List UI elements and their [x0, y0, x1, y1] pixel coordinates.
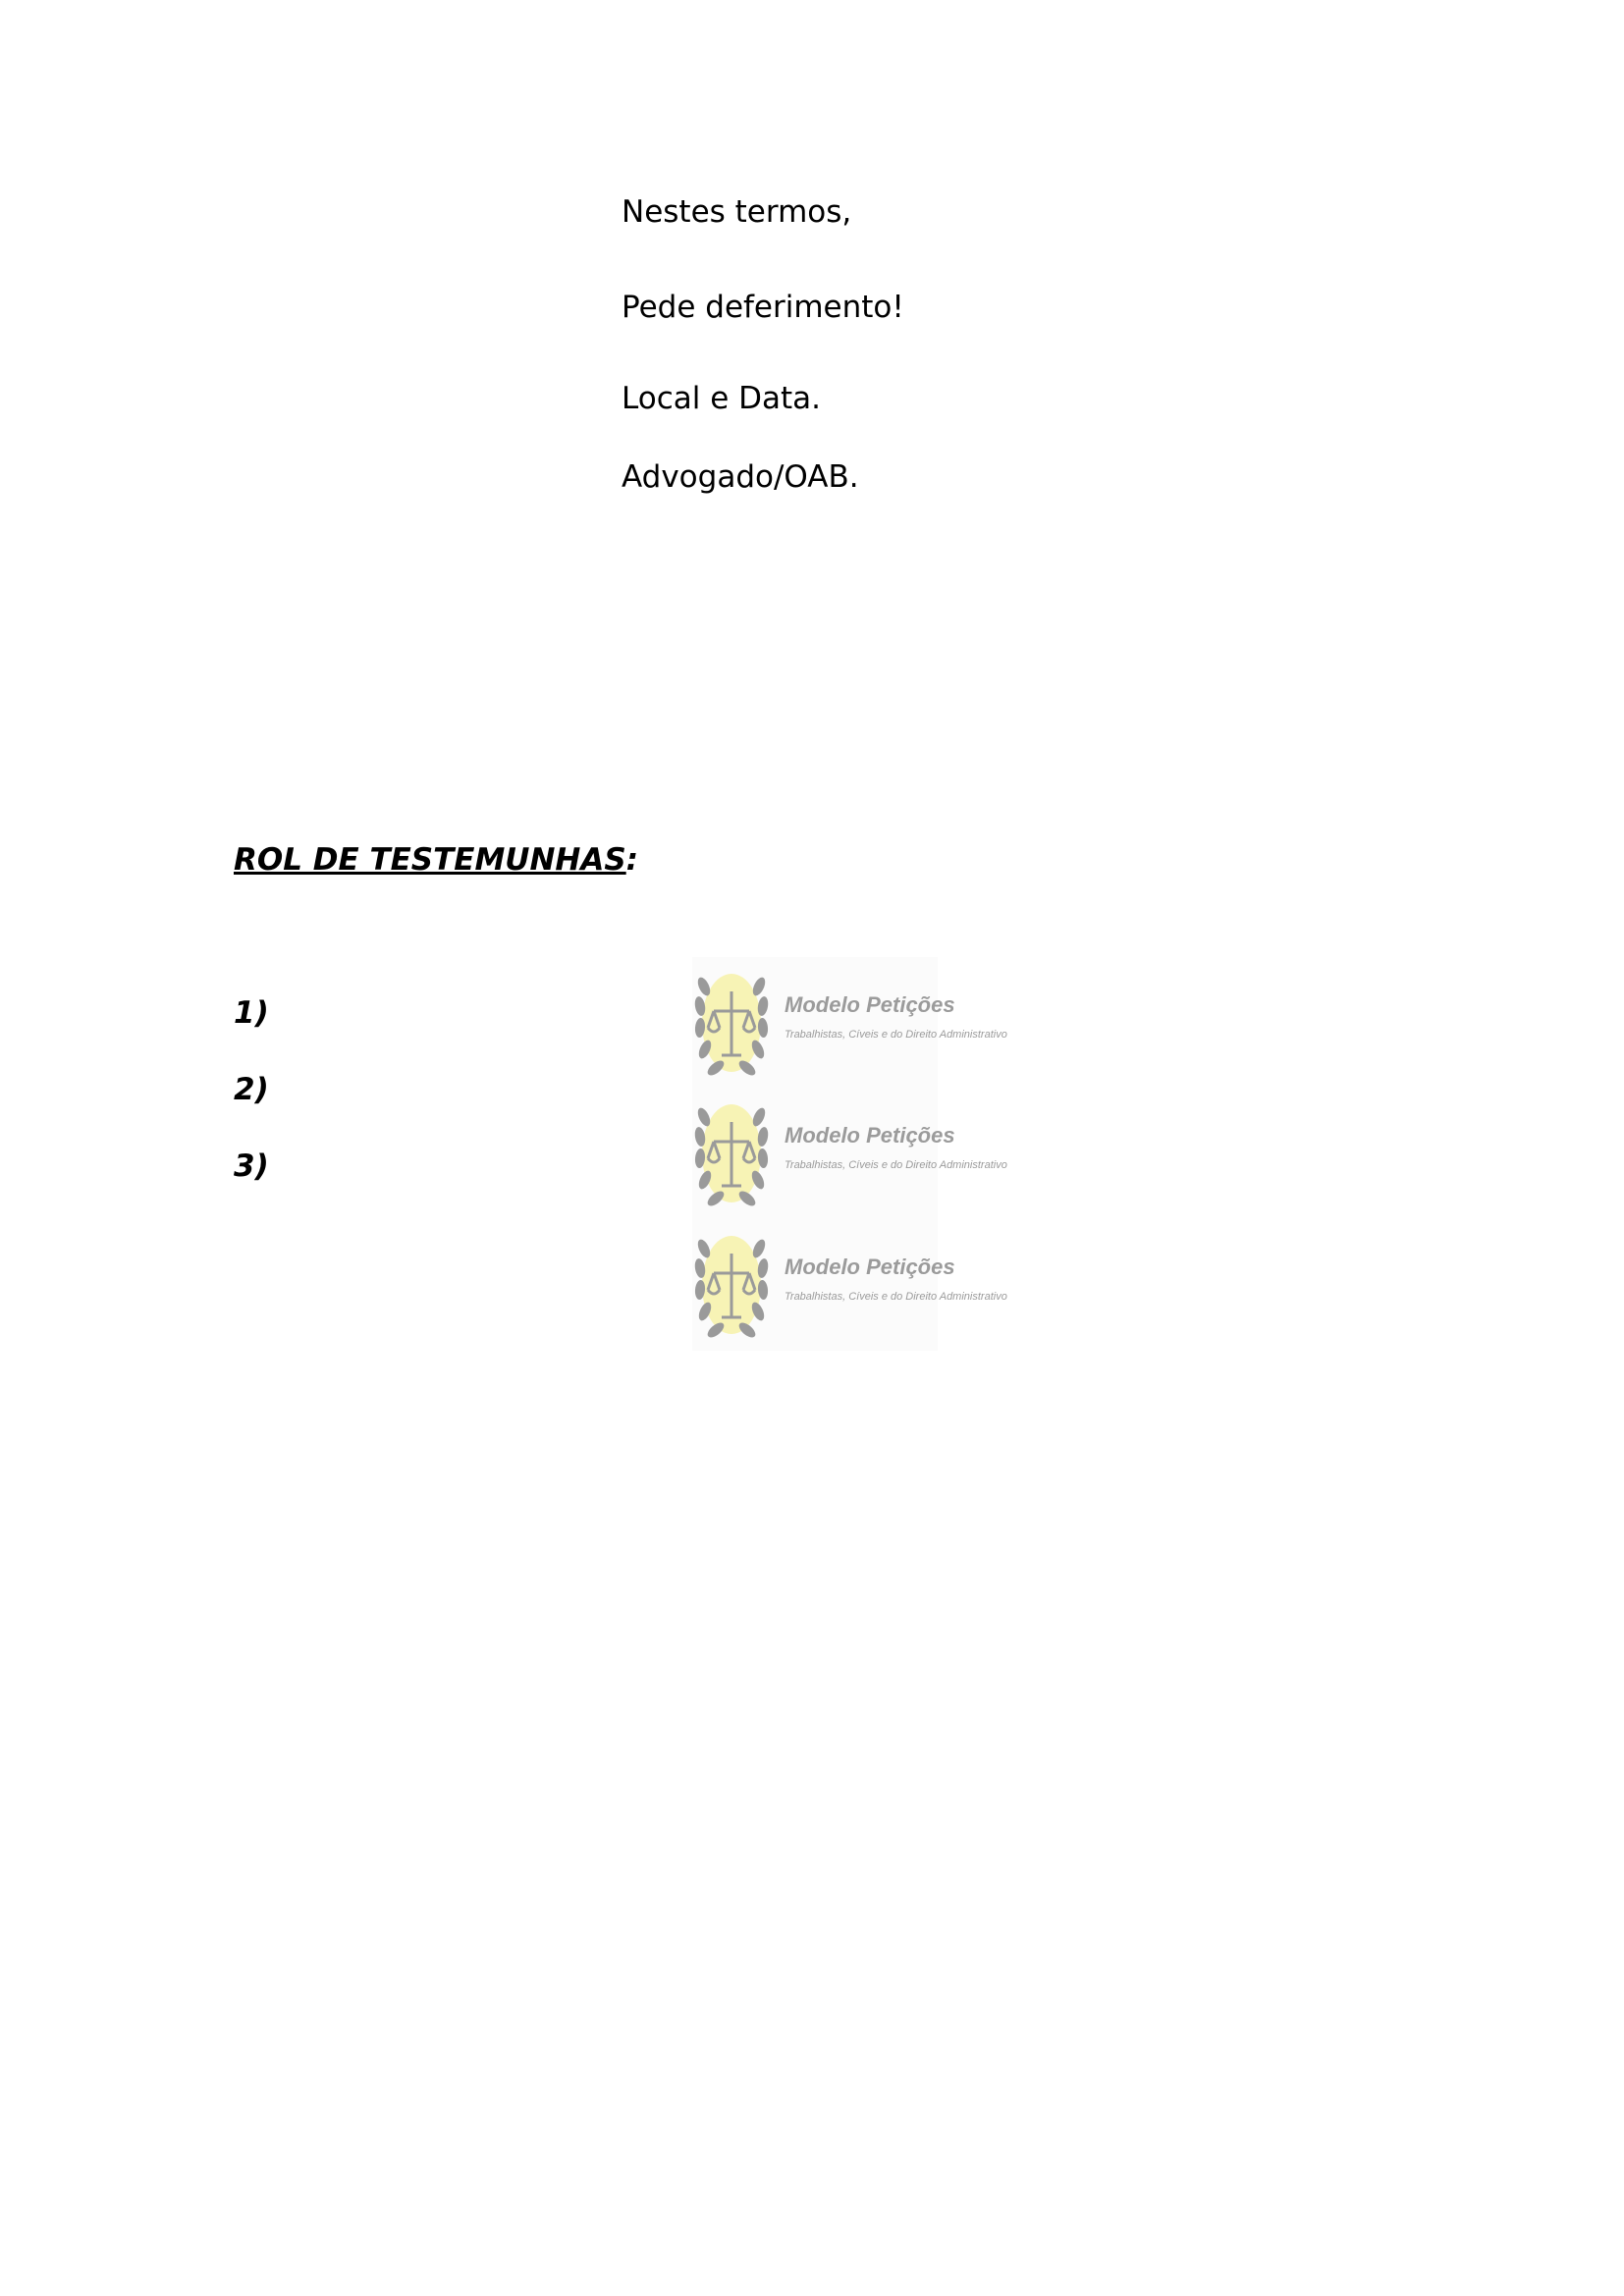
closing-pede-deferimento: Pede deferimento!: [622, 290, 904, 325]
watermark-logo: [692, 1088, 1007, 1219]
witness-item-1: 1): [234, 995, 269, 1031]
watermark-title: Modelo Petições: [785, 992, 955, 1017]
closing-nestes-termos: Nestes termos,: [622, 194, 852, 230]
watermark-subtitle: Trabalhistas, Cíveis e do Direito Administrativo: [785, 1029, 1007, 1041]
scales-of-justice-laurel-icon: [692, 957, 1007, 1089]
scales-of-justice-laurel-icon: [692, 1088, 1007, 1219]
witness-list-heading: [234, 841, 638, 879]
watermark-subtitle: Trabalhistas, Cíveis e do Direito Administrativo: [785, 1291, 1007, 1303]
watermark-subtitle: Trabalhistas, Cíveis e do Direito Administrativo: [785, 1159, 1007, 1171]
watermark-logo: [692, 957, 1007, 1089]
closing-advogado-oab: Advogado/OAB.: [622, 459, 859, 495]
witness-item-2: 2): [234, 1072, 269, 1107]
witness-list-heading-text: ROL DE TESTEMUNHAS: [234, 842, 626, 878]
closing-local-data: Local e Data.: [622, 381, 821, 416]
watermark-title: Modelo Petições: [785, 1255, 955, 1279]
watermark-title: Modelo Petições: [785, 1123, 955, 1148]
watermark-logo: [692, 1219, 1007, 1351]
witness-list-heading-colon: :: [625, 842, 639, 878]
witness-item-3: 3): [234, 1148, 269, 1184]
scales-of-justice-laurel-icon: [692, 1219, 1007, 1351]
